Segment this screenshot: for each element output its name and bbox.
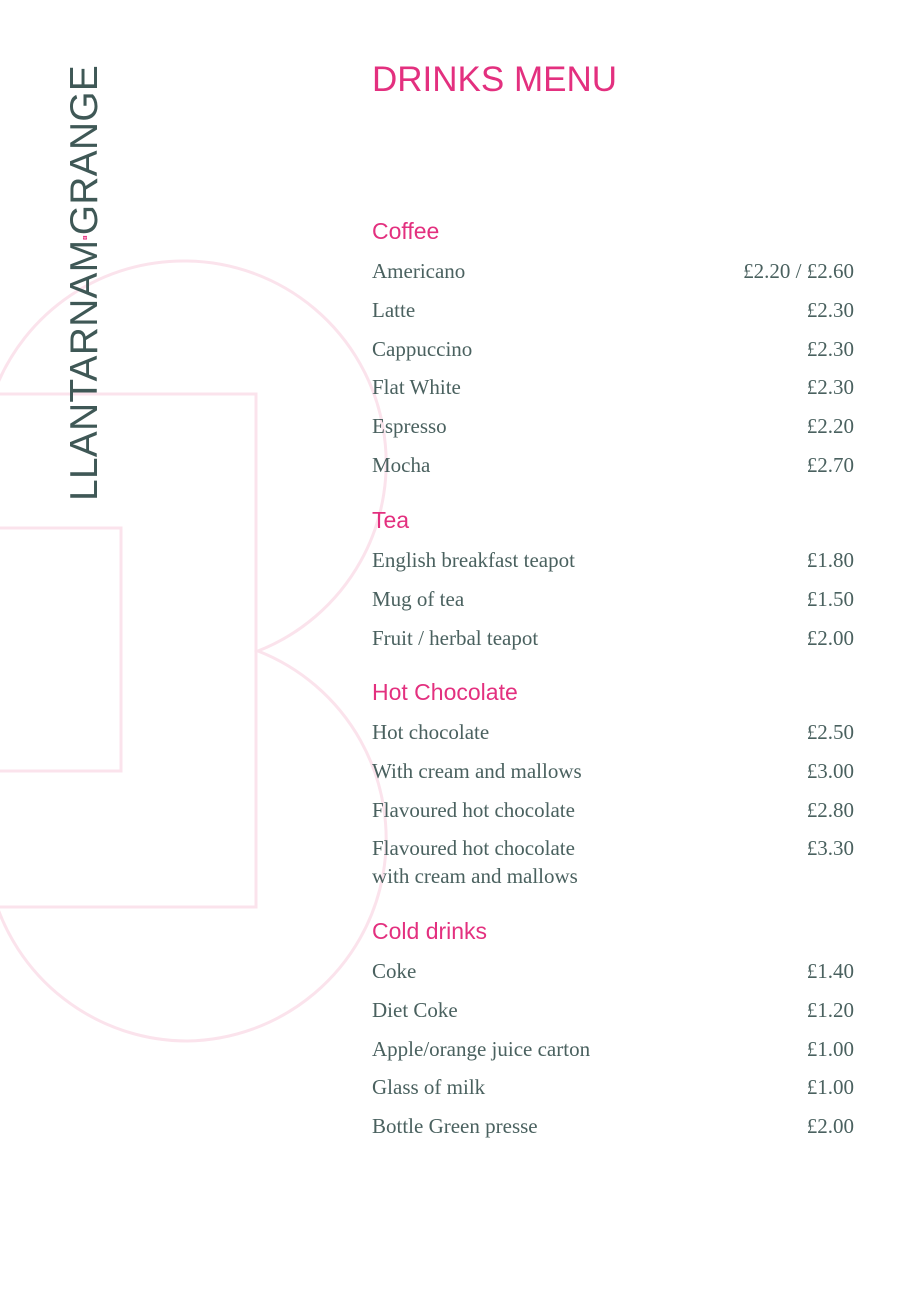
menu-item-name: Flat White	[372, 375, 461, 399]
menu-item-price: £1.00	[806, 1037, 854, 1061]
menu-item-name: Diet Coke	[372, 998, 458, 1022]
menu-item-price: £2.70	[806, 453, 854, 477]
menu-item-price: £2.20	[806, 414, 854, 438]
menu-item-price: £1.50	[806, 587, 854, 611]
menu-item-name: Apple/orange juice carton	[372, 1037, 591, 1061]
menu-item-name: English breakfast teapot	[372, 548, 575, 572]
menu-item-name: Flavoured hot chocolate	[372, 836, 575, 860]
menu-item-name: Fruit / herbal teapot	[372, 626, 539, 650]
menu-item-name-line2: with cream and mallows	[372, 864, 578, 888]
brand-name-grange: GRANGE	[63, 65, 106, 236]
menu-item-name: Glass of milk	[372, 1075, 486, 1099]
menu-item-price: £3.30	[806, 836, 854, 860]
menu-item-name: Mocha	[372, 453, 431, 477]
menu-item-price: £1.20	[806, 998, 854, 1022]
menu-item-name: Latte	[372, 298, 416, 322]
brand-logotype	[65, 65, 105, 501]
section-title-hot-chocolate: Hot Chocolate	[372, 679, 518, 705]
menu-item-price: £2.50	[806, 720, 854, 744]
menu-item-price: £2.80	[806, 798, 854, 822]
page-title: DRINKS MENU	[372, 60, 618, 99]
section-title-tea: Tea	[372, 507, 410, 533]
menu-item-name: Espresso	[372, 414, 447, 438]
menu-item-name: Coke	[372, 959, 417, 983]
menu-item-price: £2.30	[806, 298, 854, 322]
menu-item-name: Flavoured hot chocolate	[372, 798, 575, 822]
section-title-coffee: Coffee	[372, 218, 440, 244]
menu-item-price: £1.80	[806, 548, 854, 572]
menu-item-price: £2.00	[806, 1114, 854, 1138]
menu-item-price: £1.00	[806, 1075, 854, 1099]
menu-item-name: Cappuccino	[372, 337, 473, 361]
menu-item-name: Hot chocolate	[372, 720, 490, 744]
menu-item-price: £2.20 / £2.60	[743, 259, 854, 283]
menu-item-name: Bottle Green presse	[372, 1114, 538, 1138]
menu-item-price: £2.30	[806, 375, 854, 399]
brand-name-llantarnam: LLANTARNAM	[63, 239, 106, 501]
menu-item-price: £2.00	[806, 626, 854, 650]
menu-item-name: With cream and mallows	[372, 759, 582, 783]
section-title-cold-drinks: Cold drinks	[372, 918, 488, 944]
menu-item-name: Americano	[372, 259, 466, 283]
menu-item-price: £2.30	[806, 337, 854, 361]
quatrefoil-logo-icon	[65, 235, 105, 239]
menu-item-price: £3.00	[806, 759, 854, 783]
menu-item-price: £1.40	[806, 959, 854, 983]
menu-item-name: Mug of tea	[372, 587, 465, 611]
